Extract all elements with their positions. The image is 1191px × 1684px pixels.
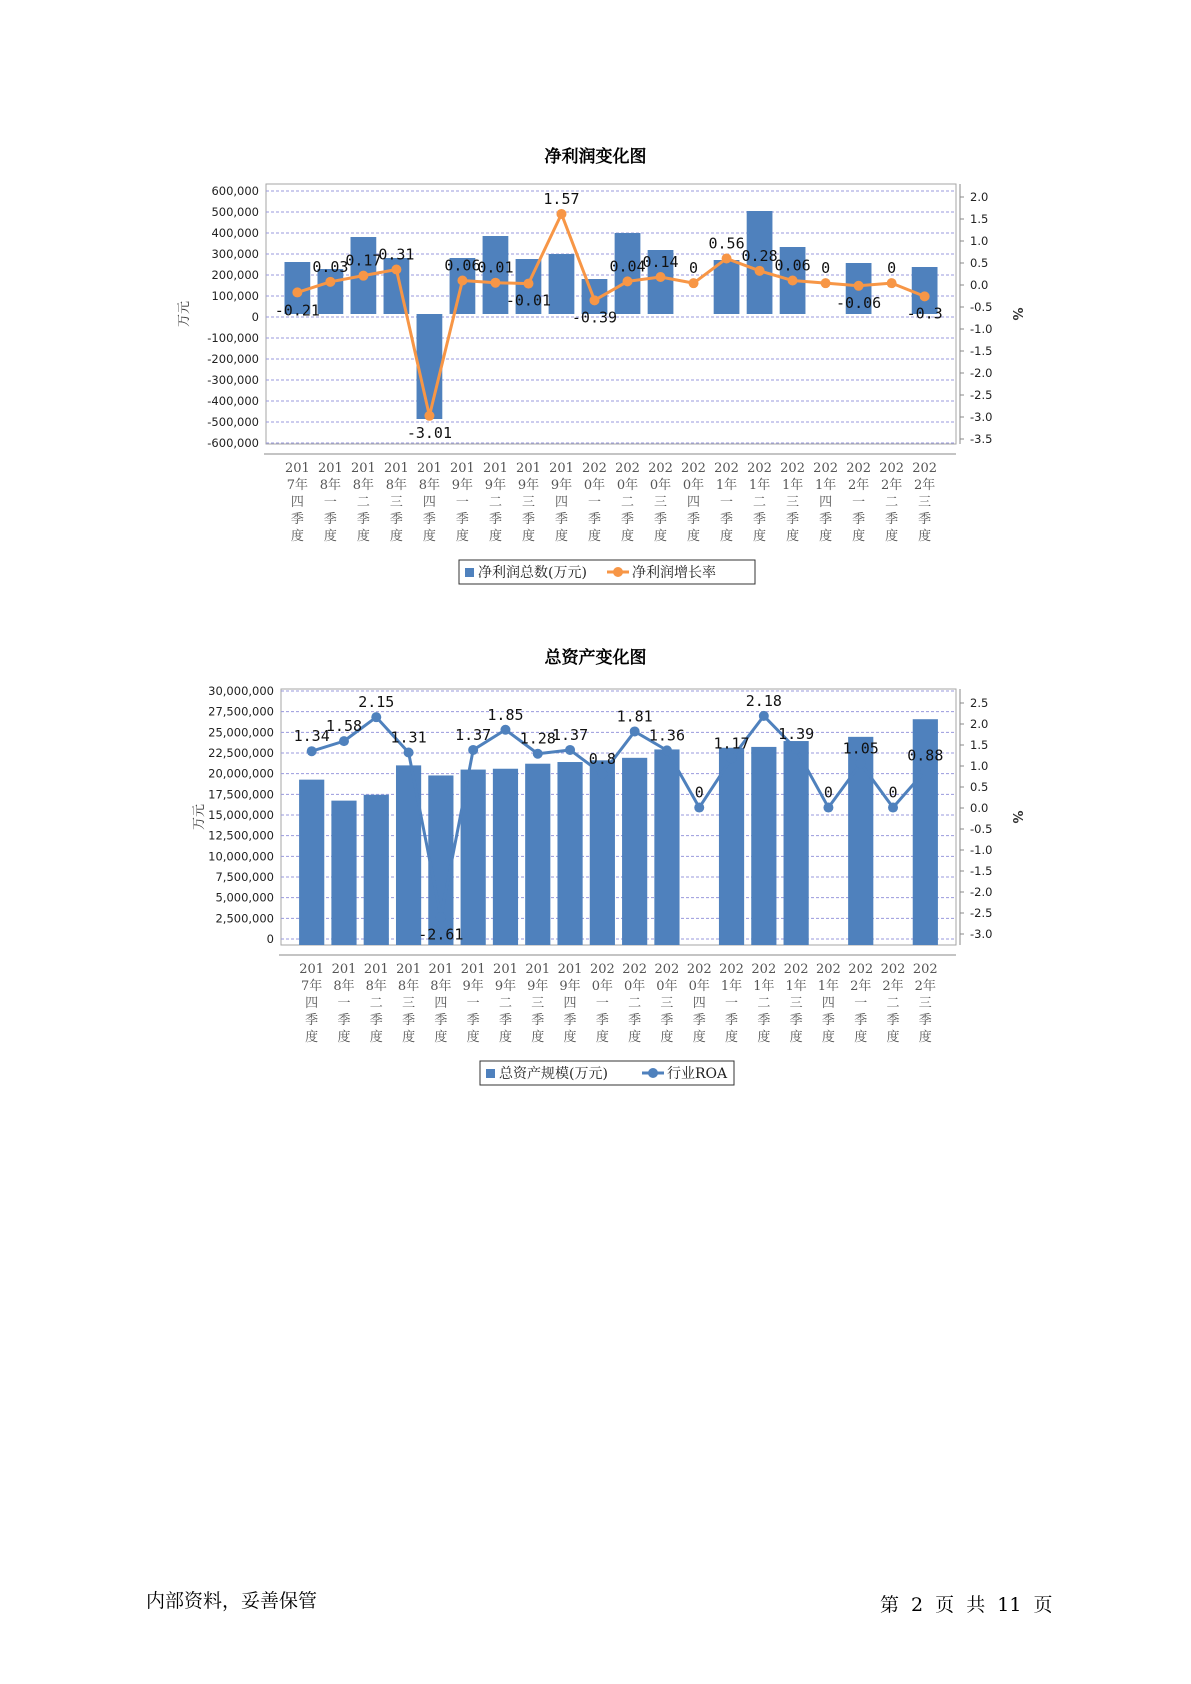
line-point [888,803,898,813]
y2-tick-label: -1.0 [970,843,993,857]
line-point [854,281,864,291]
x-tick-label: 202 0年三季度 [648,461,673,544]
legend-line-label: 行业ROA [667,1066,728,1082]
y2-tick-label: -3.0 [970,410,993,424]
y-tick-label: 200,000 [211,268,259,282]
bar [364,795,389,945]
data-label: 1.58 [325,717,363,736]
data-label: 0.28 [741,246,778,265]
bar [299,780,324,945]
x-tick-label: 201 8年三季度 [383,461,409,544]
line-point [597,769,607,779]
y2-tick-label: 2.5 [970,696,989,710]
x-tick-label: 202 0年一季度 [582,461,607,544]
data-label: 0 [821,259,831,278]
y2-tick-label: -2.5 [970,388,993,402]
bar [525,764,550,945]
y-tick-label: -500,000 [207,415,259,429]
y-tick-label: 30,000,000 [208,684,274,698]
bar [331,801,356,945]
data-label: 0.14 [642,252,679,271]
y-tick-label: 2,500,000 [215,911,274,926]
data-label: 1.57 [543,189,580,208]
line-point [821,278,831,288]
data-label: 0.88 [907,746,944,765]
x-tick-label: 201 9年一季度 [460,962,486,1045]
line-point [694,803,704,813]
y-tick-label: 7,500,000 [215,870,274,884]
line-point [920,766,930,776]
legend-line-marker [613,567,623,577]
y2-tick-label: -1.5 [970,864,993,878]
line-point [307,746,317,756]
line-point [689,278,699,288]
line-point [856,758,866,768]
y2-tick-label: -2.5 [970,906,993,920]
legend-bar-label: 净利润总数(万元) [478,565,587,581]
line-point [662,745,672,755]
y-tick-label: 0 [266,932,274,946]
y2-tick-label: 1.5 [970,738,989,752]
y2-tick-label: -1.5 [970,344,993,358]
data-label: 1.85 [487,705,524,724]
y-tick-label: 27,500,000 [208,704,274,719]
x-tick-label: 201 9年一季度 [450,461,475,544]
y2-tick-label: 0.0 [970,801,989,815]
x-tick-label: 201 9年二季度 [493,962,518,1045]
chart-title-total-assets: 总资产变化图 [544,648,647,668]
line-point [436,912,446,922]
y2-tick-label: 0.0 [970,278,989,292]
legend-bar-swatch [465,568,474,577]
x-tick-label: 202 0年四季度 [686,962,712,1045]
bar [557,762,582,945]
x-tick-label: 201 9年四季度 [557,962,583,1045]
y-tick-label: -300,000 [207,373,259,387]
line-point [823,803,833,813]
bar [751,747,776,945]
y-tick-label: -100,000 [207,331,259,345]
data-label: 0.03 [312,257,349,276]
x-tick-label: 201 8年一季度 [317,461,343,544]
line-point [490,278,500,288]
y2-tick-label: 1.0 [970,759,989,773]
data-label: 1.37 [455,725,492,744]
y-axis-label: 万元 [192,803,207,831]
data-label: 1.81 [616,707,653,726]
legend-bar-swatch [486,1069,495,1078]
data-label: 1.34 [293,727,330,746]
y2-tick-label: 0.5 [970,256,989,270]
y-tick-label: 0 [251,310,259,324]
line-point [523,279,533,289]
x-tick-label: 201 7年四季度 [299,962,325,1045]
y-tick-label: 17,500,000 [208,787,274,802]
y-axis-label: 万元 [177,300,192,328]
x-tick-label: 202 0年三季度 [654,962,680,1045]
y2-tick-label: 2.0 [970,717,989,731]
data-label: 0 [823,783,833,802]
x-tick-label: 202 1年二季度 [751,962,777,1045]
data-label: -0.39 [571,308,618,327]
data-label: 1.37 [551,725,589,744]
line-point [589,295,599,305]
x-tick-label: 202 2年三季度 [912,962,938,1045]
data-label: 1.36 [648,726,686,745]
x-tick-label: 201 8年二季度 [363,962,389,1045]
data-label: 0.06 [444,256,481,275]
x-tick-label: 201 8年四季度 [428,962,454,1045]
y2-tick-label: 1.0 [970,234,989,248]
data-label: 0.06 [774,256,811,275]
x-tick-label: 202 1年二季度 [747,461,772,544]
bar [719,748,744,945]
x-tick-label: 201 9年三季度 [516,461,541,544]
line-point [404,747,414,757]
bar [622,758,647,945]
line-point [565,745,575,755]
data-label: 1.39 [778,725,815,744]
y-tick-label: 400,000 [211,226,259,240]
x-tick-label: 201 9年四季度 [549,461,574,544]
x-tick-label: 201 8年三季度 [396,962,421,1045]
data-label: 0.31 [378,245,415,264]
y-tick-label: 5,000,000 [215,890,274,905]
line-point [457,276,467,286]
data-label: 0 [694,783,704,802]
line-point [424,411,434,421]
data-label: -2.61 [418,925,464,944]
y-tick-label: 10,000,000 [208,849,274,864]
y-tick-label: -600,000 [207,436,259,450]
line-point [339,736,349,746]
data-label: 0.01 [477,258,514,277]
bar [417,314,443,419]
y-tick-label: 20,000,000 [208,766,274,781]
data-label: 0 [689,259,699,278]
line-point [656,272,666,282]
data-label: 1.28 [519,729,556,748]
y2-tick-label: -0.5 [970,300,993,314]
bar [590,760,615,945]
x-tick-label: 201 8年一季度 [331,962,357,1045]
bar [654,749,679,945]
x-tick-label: 202 1年三季度 [783,962,809,1045]
y2-tick-label: 2.0 [970,190,989,204]
line-point [292,287,302,297]
y-tick-label: 22,500,000 [208,746,274,760]
line-point [791,744,801,754]
line-point [325,277,335,287]
data-label: 1.17 [713,734,750,753]
y2-tick-label: -3.5 [970,432,993,446]
line-point [468,745,478,755]
y-tick-label: 100,000 [211,289,259,303]
data-label: 0.56 [708,234,745,253]
x-tick-label: 202 2年二季度 [880,962,906,1045]
x-tick-label: 202 0年二季度 [622,962,648,1045]
data-label: 0.17 [345,251,382,270]
y-tick-label: 25,000,000 [208,725,274,740]
footer-confidential-note: 内部资料，妥善保管 [146,1590,318,1612]
data-label: -0.06 [836,293,882,312]
line-point [788,276,798,286]
legend-line-marker [648,1068,658,1078]
x-tick-label: 201 8年二季度 [350,461,376,544]
line-point [556,209,566,219]
bar [549,254,575,314]
data-label: 2.18 [745,691,782,710]
x-tick-label: 202 1年四季度 [816,962,841,1045]
y-tick-label: -200,000 [207,352,259,366]
x-tick-label: 202 2年一季度 [848,962,874,1045]
data-label: 0 [888,783,898,802]
x-tick-label: 201 9年三季度 [525,962,551,1045]
line-point [920,291,930,301]
line-point [727,753,737,763]
y-tick-label: 600,000 [211,184,259,198]
y2-tick-label: -2.0 [970,885,993,899]
x-tick-label: 202 0年四季度 [681,461,706,544]
line-point [755,266,765,276]
y2-axis-label: % [1009,810,1024,824]
line-point [500,725,510,735]
line-point [722,253,732,263]
line-point [887,278,897,288]
y-tick-label: -400,000 [207,394,259,408]
data-label: 0.8 [588,749,616,768]
y2-tick-label: -3.0 [970,927,993,941]
line-point [623,276,633,286]
line-point [391,264,401,274]
line-point [759,711,769,721]
y2-tick-label: -1.0 [970,322,993,336]
bar [714,260,740,314]
data-label: -0.3 [906,304,943,323]
data-label: -0.01 [505,291,552,310]
line-point [358,271,368,281]
x-tick-label: 202 1年一季度 [719,962,744,1045]
x-tick-label: 202 1年四季度 [813,461,839,544]
x-tick-label: 201 8年四季度 [417,461,442,544]
y2-tick-label: 1.5 [970,212,989,226]
y-tick-label: 12,500,000 [208,828,274,843]
data-label: 0 [887,259,897,278]
y2-tick-label: 0.5 [970,780,989,794]
data-label: 0.04 [609,257,646,276]
x-tick-label: 202 0年一季度 [589,962,615,1045]
x-tick-label: 201 7年四季度 [284,461,310,544]
chart-title-net-profit: 净利润变化图 [544,147,647,167]
y2-axis-label: % [1009,307,1024,321]
y-tick-label: 300,000 [211,247,259,261]
data-label: -0.21 [274,301,320,320]
line-point [533,749,543,759]
data-label: 1.31 [390,728,427,747]
y2-tick-label: -0.5 [970,822,993,836]
footer-page-number: 第 2 页 共 11 页 [880,1594,1053,1616]
x-tick-label: 202 2年三季度 [912,461,938,544]
x-tick-label: 202 2年二季度 [879,461,905,544]
data-label: 1.05 [842,739,879,758]
x-tick-label: 202 1年一季度 [714,461,739,544]
line-point [630,726,640,736]
bar [784,741,809,945]
x-tick-label: 202 2年一季度 [846,461,872,544]
x-tick-label: 202 1年三季度 [780,461,805,544]
line-point [371,712,381,722]
legend-bar-label: 总资产规模(万元) [499,1066,608,1082]
y2-tick-label: -2.0 [970,366,993,380]
x-tick-label: 202 0年二季度 [615,461,640,544]
data-label: 2.15 [358,693,395,712]
y-tick-label: 15,000,000 [208,808,274,822]
data-label: -3.01 [406,423,452,442]
x-tick-label: 201 9年二季度 [483,461,508,544]
legend-line-label: 净利润增长率 [632,565,716,581]
bar [493,769,518,945]
y-tick-label: 500,000 [211,205,259,219]
